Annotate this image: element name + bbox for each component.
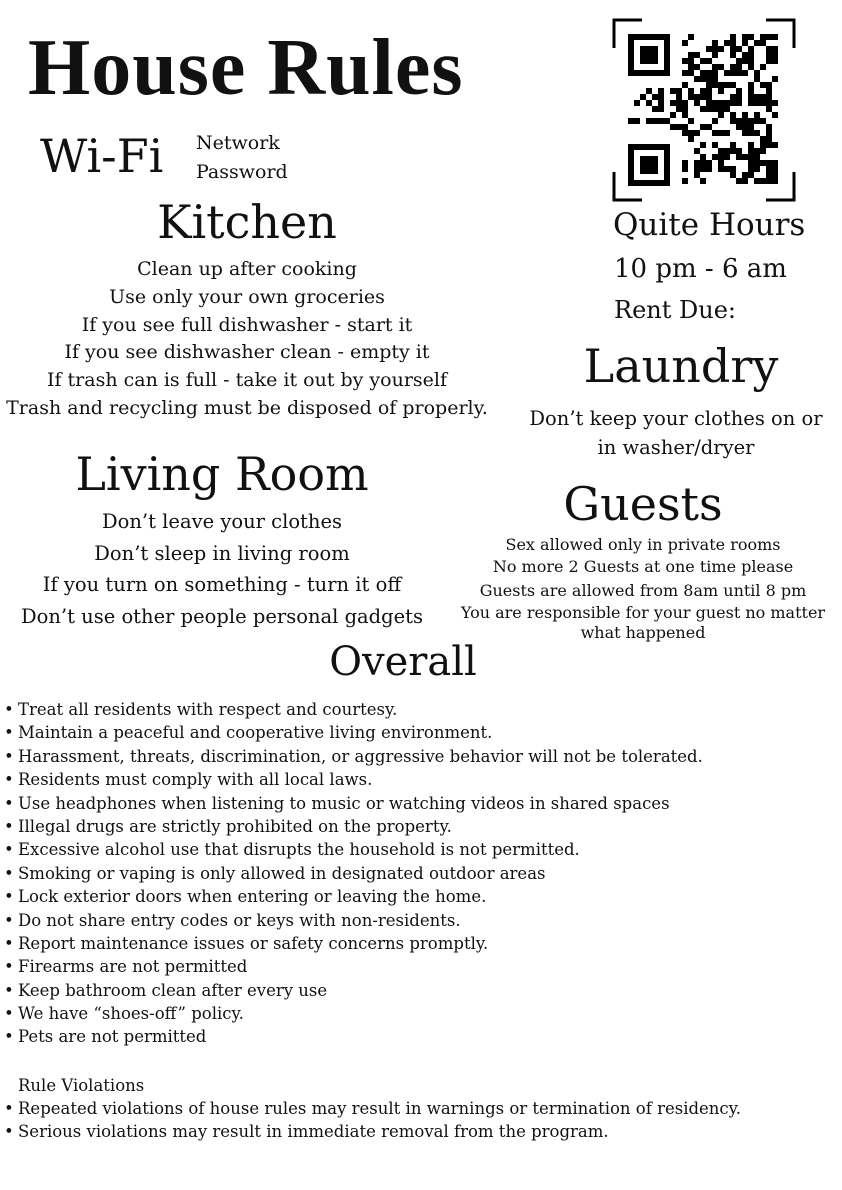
overall-rule-text: Lock exterior doors when entering or leaving the home. — [18, 887, 487, 907]
laundry-rule: in washer/dryer — [597, 436, 755, 459]
overall-rule — [4, 721, 703, 744]
overall-rule — [4, 698, 703, 721]
violation-rule — [4, 1097, 741, 1120]
overall-rule — [4, 909, 703, 932]
bullet: • — [4, 980, 14, 1000]
overall-rule-text: We have “shoes-off” policy. — [18, 1004, 244, 1024]
overall-rule-text: Firearms are not permitted — [18, 957, 248, 977]
kitchen-rule: Use only your own groceries — [109, 285, 385, 308]
bullet: • — [4, 1027, 14, 1047]
rent-due-label: Rent Due: — [614, 296, 736, 324]
bullet: • — [4, 887, 14, 907]
kitchen-heading: Kitchen — [157, 195, 337, 249]
overall-rule-text: Excessive alcohol use that disrupts the household is not permitted. — [18, 840, 580, 860]
overall-rule — [4, 862, 703, 885]
laundry-rule: Don’t keep your clothes on or — [529, 407, 823, 430]
rule-violations-heading: Rule Violations — [18, 1076, 145, 1095]
bullet: • — [4, 840, 14, 860]
violation-rule-text: Serious violations may result in immediate removal from the program. — [18, 1122, 609, 1142]
overall-rule-text: Report maintenance issues or safety concerns promptly. — [18, 933, 489, 953]
kitchen-rule: If you see dishwasher clean - empty it — [64, 341, 430, 364]
overall-rule — [4, 932, 703, 955]
living-room-rule: If you turn on something - turn it off — [42, 573, 402, 596]
bullet: • — [4, 793, 14, 813]
overall-heading: Overall — [329, 639, 477, 685]
overall-rule-text: Pets are not permitted — [18, 1027, 207, 1047]
overall-rules — [4, 698, 703, 1049]
page-title: House Rules — [28, 24, 464, 112]
kitchen-rule: If you see full dishwasher - start it — [81, 313, 413, 336]
living-room-rule: Don’t sleep in living room — [94, 541, 350, 565]
living-room-rule: Don’t leave your clothes — [102, 510, 342, 533]
living-room-heading: Living Room — [75, 447, 369, 501]
overall-rule — [4, 885, 703, 908]
quiet-hours-value: 10 pm - 6 am — [614, 254, 787, 284]
laundry-heading: Laundry — [583, 339, 779, 393]
overall-rule-text: Do not share entry codes or keys with non-residents. — [18, 910, 461, 930]
overall-rule-text: Maintain a peaceful and cooperative living environment. — [18, 723, 493, 743]
bullet: • — [4, 910, 14, 930]
guests-rule: No more 2 Guests at one time please — [492, 557, 794, 576]
living-room-rule: Don’t use other people personal gadgets — [20, 604, 424, 628]
overall-rule — [4, 745, 703, 768]
quiet-hours-title: Quite Hours — [613, 207, 806, 243]
bullet: • — [4, 1122, 14, 1142]
bullet: • — [4, 816, 14, 836]
overall-rule-text: Smoking or vaping is only allowed in designated outdoor areas — [18, 863, 546, 883]
laundry-rules — [510, 404, 842, 462]
living-room-rules — [0, 506, 444, 632]
guests-rules — [444, 534, 842, 644]
bullet: • — [4, 700, 14, 719]
overall-rule — [4, 955, 703, 978]
guests-rule: Sex allowed only in private rooms — [505, 535, 781, 554]
rule-violations-list — [4, 1097, 741, 1144]
bullet: • — [4, 723, 14, 743]
bullet: • — [4, 1099, 14, 1118]
bullet: • — [4, 770, 14, 790]
overall-rule — [4, 838, 703, 861]
guests-heading: Guests — [563, 477, 723, 531]
bullet: • — [4, 957, 14, 977]
wifi-password-label: Password — [196, 161, 288, 183]
overall-rule-text: Illegal drugs are strictly prohibited on the property. — [18, 816, 452, 836]
kitchen-rule: If trash can is full - take it out by yourself — [46, 369, 448, 392]
overall-rule-text: Use headphones when listening to music or watching videos in shared spaces — [18, 793, 670, 813]
overall-rule-text: Treat all residents with respect and courtesy. — [18, 700, 398, 719]
overall-rule-text: Keep bathroom clean after every use — [18, 980, 328, 1000]
wifi-label: Wi-Fi — [40, 129, 164, 183]
guests-rule: Guests are allowed from 8am until 8 pm — [479, 581, 807, 600]
overall-rule — [4, 1025, 703, 1048]
violation-rule-text: Repeated violations of house rules may result in warnings or termination of residency. — [18, 1099, 742, 1118]
bullet: • — [4, 863, 14, 883]
overall-rule-text: Residents must comply with all local laws. — [18, 770, 373, 790]
guests-rule: what happened — [580, 623, 706, 642]
violation-rule — [4, 1120, 741, 1143]
overall-rule-text: Harassment, threats, discrimination, or aggressive behavior will not be tolerated. — [18, 746, 703, 766]
kitchen-rule: Trash and recycling must be disposed of properly. — [6, 396, 488, 419]
overall-rule — [4, 979, 703, 1002]
bullet: • — [4, 933, 14, 953]
guests-rule: You are responsible for your guest no matter — [460, 603, 826, 622]
bullet: • — [4, 746, 14, 766]
bullet: • — [4, 1004, 14, 1024]
overall-rule — [4, 815, 703, 838]
wifi-network-label: Network — [196, 132, 280, 154]
kitchen-rule: Clean up after cooking — [137, 258, 357, 280]
overall-rule — [4, 768, 703, 791]
overall-rule — [4, 1002, 703, 1025]
qr-code-icon — [612, 18, 796, 202]
kitchen-rules — [0, 256, 494, 423]
overall-rule — [4, 792, 703, 815]
